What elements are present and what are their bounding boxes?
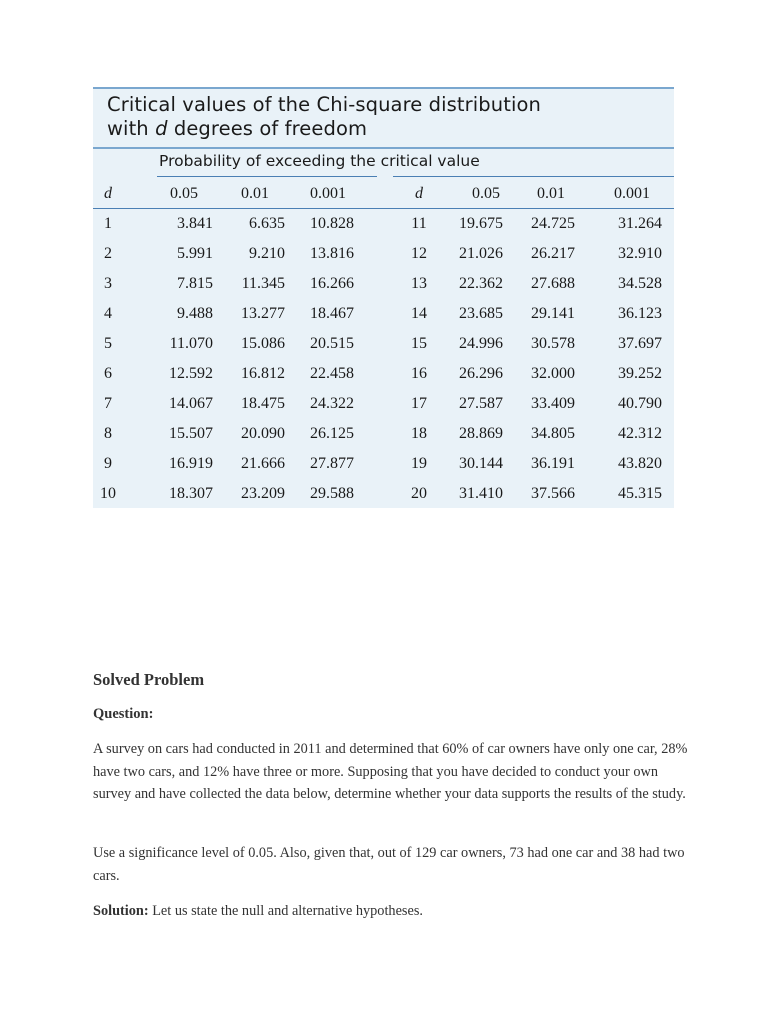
column-header: 0.05 [472,185,500,202]
critical-value-cell: 14.067 [169,395,213,412]
critical-value-cell: 22.458 [310,365,354,382]
title-prefix: with [107,117,156,140]
critical-value-cell: 31.264 [618,215,662,232]
table-row [93,299,674,329]
table-row [93,419,674,449]
critical-value-cell: 6.635 [249,215,285,232]
critical-value-cell: 24.322 [310,395,354,412]
critical-value-cell: 23.685 [459,305,503,322]
table-column-headers [93,179,674,209]
column-header: 0.05 [170,185,198,202]
critical-value-cell: 30.144 [459,455,503,472]
critical-value-cell: 29.588 [310,485,354,502]
degrees-of-freedom-cell: 4 [104,305,112,322]
table-row [93,359,674,389]
table-title-line-1: Critical values of the Chi-square distribution [107,93,541,116]
solution-paragraph [93,900,693,923]
critical-value-cell: 7.815 [177,275,213,292]
solved-problem-heading: Solved Problem [93,670,205,689]
column-header: d [104,185,112,202]
critical-value-cell: 21.026 [459,245,503,262]
critical-value-cell: 36.191 [531,455,575,472]
table-row [93,389,674,419]
critical-value-cell: 9.488 [177,305,213,322]
critical-value-cell: 31.410 [459,485,503,502]
critical-value-cell: 32.910 [618,245,662,262]
degrees-of-freedom-cell: 7 [104,395,112,412]
critical-value-cell: 12.592 [169,365,213,382]
critical-value-cell: 20.090 [241,425,285,442]
column-header: 0.001 [310,185,346,202]
column-header: 0.01 [537,185,565,202]
critical-value-cell: 11.070 [169,335,213,352]
degrees-of-freedom-cell: 20 [411,485,427,502]
column-header: 0.001 [614,185,650,202]
critical-value-cell: 3.841 [177,215,213,232]
critical-value-cell: 32.000 [531,365,575,382]
table-subheading: Probability of exceeding the critical value [159,152,480,170]
table-row [93,449,674,479]
column-header: d [415,185,423,202]
critical-value-cell: 5.991 [177,245,213,262]
table-subheading-row [93,149,674,179]
critical-value-cell: 34.805 [531,425,575,442]
critical-value-cell: 40.790 [618,395,662,412]
critical-value-cell: 24.996 [459,335,503,352]
table-row [93,239,674,269]
degrees-of-freedom-cell: 15 [411,335,427,352]
critical-value-cell: 23.209 [241,485,285,502]
critical-value-cell: 29.141 [531,305,575,322]
degrees-of-freedom-cell: 2 [104,245,112,262]
critical-value-cell: 15.086 [241,335,285,352]
degrees-of-freedom-cell: 1 [104,215,112,232]
critical-value-cell: 20.515 [310,335,354,352]
table-row [93,329,674,359]
critical-value-cell: 28.869 [459,425,503,442]
degrees-of-freedom-cell: 13 [411,275,427,292]
degrees-of-freedom-cell: 6 [104,365,112,382]
degrees-of-freedom-cell: 3 [104,275,112,292]
critical-value-cell: 33.409 [531,395,575,412]
critical-value-cell: 43.820 [618,455,662,472]
critical-value-cell: 19.675 [459,215,503,232]
table-row [93,209,674,239]
critical-value-cell: 27.688 [531,275,575,292]
critical-value-cell: 18.475 [241,395,285,412]
table-row [93,479,674,509]
critical-value-cell: 11.345 [241,275,285,292]
degrees-of-freedom-cell: 12 [411,245,427,262]
critical-value-cell: 26.217 [531,245,575,262]
critical-value-cell: 27.587 [459,395,503,412]
critical-value-cell: 22.362 [459,275,503,292]
critical-value-cell: 15.507 [169,425,213,442]
critical-value-cell: 42.312 [618,425,662,442]
table-title-line-2 [107,117,674,141]
degrees-of-freedom-cell: 16 [411,365,427,382]
title-variable: d [155,117,168,140]
critical-value-cell: 16.812 [241,365,285,382]
critical-value-cell: 37.697 [618,335,662,352]
critical-value-cell: 13.277 [241,305,285,322]
critical-value-cell: 36.123 [618,305,662,322]
critical-value-cell: 37.566 [531,485,575,502]
degrees-of-freedom-cell: 11 [411,215,427,232]
critical-value-cell: 18.467 [310,305,354,322]
degrees-of-freedom-cell: 18 [411,425,427,442]
table-body [93,209,674,509]
chi-square-table [93,87,674,508]
critical-value-cell: 34.528 [618,275,662,292]
degrees-of-freedom-cell: 17 [411,395,427,412]
table-title [93,87,674,149]
column-header: 0.01 [241,185,269,202]
critical-value-cell: 30.578 [531,335,575,352]
critical-value-cell: 39.252 [618,365,662,382]
table-row [93,269,674,299]
question-paragraph: A survey on cars had conducted in 2011 and determined that 60% of car owners have only one car, 28% have two cars, and 12% have three or more. Supposing that you have decided to conduct your own survey and have collected the data below, determine whether your data supports the results of the study. [93,741,688,802]
subheading-rule-right [393,176,674,177]
degrees-of-freedom-cell: 8 [104,425,112,442]
degrees-of-freedom-cell: 5 [104,335,112,352]
critical-value-cell: 16.919 [169,455,213,472]
critical-value-cell: 26.296 [459,365,503,382]
critical-value-cell: 13.816 [310,245,354,262]
critical-value-cell: 26.125 [310,425,354,442]
critical-value-cell: 16.266 [310,275,354,292]
question-label: Question: [93,706,154,722]
critical-value-cell: 10.828 [310,215,354,232]
degrees-of-freedom-cell: 10 [100,485,116,502]
solution-label: Solution: [93,903,149,919]
solution-text: Let us state the null and alternative hypotheses. [148,903,423,919]
critical-value-cell: 27.877 [310,455,354,472]
degrees-of-freedom-cell: 19 [411,455,427,472]
degrees-of-freedom-cell: 14 [411,305,427,322]
critical-value-cell: 45.315 [618,485,662,502]
degrees-of-freedom-cell: 9 [104,455,112,472]
title-suffix: degrees of freedom [167,117,368,140]
critical-value-cell: 24.725 [531,215,575,232]
given-data-paragraph: Use a significance level of 0.05. Also, given that, out of 129 car owners, 73 had one car and 38 had two cars. [93,845,685,884]
critical-value-cell: 18.307 [169,485,213,502]
critical-value-cell: 21.666 [241,455,285,472]
subheading-rule-left [157,176,377,177]
critical-value-cell: 9.210 [249,245,285,262]
